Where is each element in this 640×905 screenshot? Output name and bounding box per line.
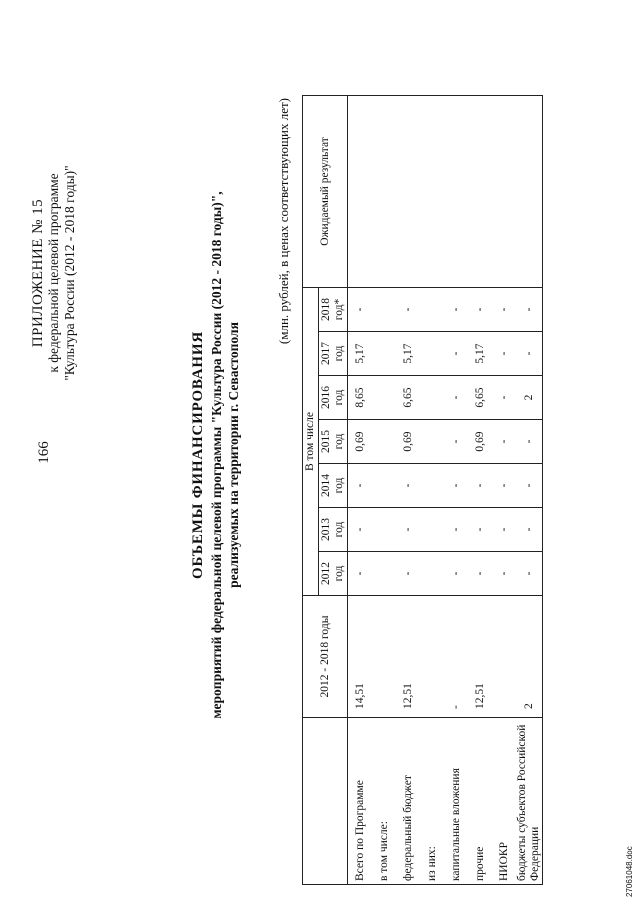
row-value: - [444,464,468,508]
row-value [420,464,444,508]
title-territory: реализуемых на территории г. Севастополя [226,322,241,588]
table-row [396,96,420,885]
appendix-ref: к федеральной целевой программе [46,173,61,373]
row-total [492,596,516,718]
row-value: - [348,508,373,552]
row-label: в том числе: [372,718,396,885]
row-label: НИОКР [492,718,516,885]
row-label: федеральный бюджет [396,718,420,885]
appendix-header [30,108,78,438]
row-value: 0,69 [468,420,492,464]
row-value: - [468,552,492,596]
table-row [372,96,396,885]
row-value: - [492,508,516,552]
row-value: - [492,332,516,376]
row-value: - [516,332,543,376]
row-value: - [516,420,543,464]
row-value: - [396,464,420,508]
row-value: - [444,508,468,552]
row-value [372,552,396,596]
table-row [444,96,468,885]
row-value [372,508,396,552]
header-year: 2013 год [319,508,348,552]
financing-table [302,95,543,885]
row-total: 2 [516,596,543,718]
units-note: (млн. рублей, в ценах соответствующих лет) [276,98,291,345]
row-total: 12,51 [468,596,492,718]
header-year: 2018 год* [319,288,348,332]
row-label: бюджеты субъектов Российской Федерации [516,718,543,885]
row-value: - [444,332,468,376]
header-empty [303,718,348,885]
header-total: 2012 - 2018 годы [303,596,348,718]
row-total: 12,51 [396,596,420,718]
row-result [396,96,420,288]
row-total: - [444,596,468,718]
page-number: 166 [36,441,52,464]
header-year: 2016 год [319,376,348,420]
row-result [516,96,543,288]
row-value: 5,17 [396,332,420,376]
row-result [348,96,373,288]
table-row [516,96,543,885]
row-value: - [492,376,516,420]
row-total [372,596,396,718]
row-label: прочие [468,718,492,885]
row-result [372,96,396,288]
row-label: Всего по Программе [348,718,373,885]
row-result [468,96,492,288]
header-in-that-number: В том числе [303,288,319,596]
row-label: капитальные вложения [444,718,468,885]
row-value: 5,17 [468,332,492,376]
row-total: 14,51 [348,596,373,718]
row-value: - [516,552,543,596]
table-row [348,96,373,885]
row-value: - [396,552,420,596]
row-value: - [492,464,516,508]
row-result [492,96,516,288]
header-year: 2012 год [319,552,348,596]
row-value: 0,69 [348,420,373,464]
header-year: 2014 год [319,464,348,508]
row-value: 8,65 [348,376,373,420]
row-value: - [468,508,492,552]
appendix-number: ПРИЛОЖЕНИЕ № 15 [30,198,46,348]
row-result [444,96,468,288]
row-value [420,552,444,596]
header-year: 2015 год [319,420,348,464]
row-value: - [468,288,492,332]
row-value [372,288,396,332]
row-value: - [348,288,373,332]
row-value [372,464,396,508]
row-value: 5,17 [348,332,373,376]
row-value: - [516,464,543,508]
row-value: 0,69 [396,420,420,464]
row-value: - [444,420,468,464]
row-label: из них: [420,718,444,885]
title-main: ОБЪЕМЫ ФИНАНСИРОВАНИЯ [190,331,206,579]
header-result: Ожидаемый результат [303,96,348,288]
row-value: - [492,420,516,464]
row-value: - [444,288,468,332]
table-row [420,96,444,885]
row-total [420,596,444,718]
row-value [420,508,444,552]
table-row [492,96,516,885]
row-value: - [492,552,516,596]
title-subtitle: мероприятий федеральной целевой программы "Культура России (2012 - 2018 годы)", [209,191,224,719]
row-value: - [516,288,543,332]
row-value [420,332,444,376]
row-value: - [348,552,373,596]
row-value [420,376,444,420]
row-value: - [444,552,468,596]
row-value: - [516,508,543,552]
row-value: - [396,508,420,552]
row-value: - [444,376,468,420]
row-value [420,420,444,464]
row-value [372,332,396,376]
row-value: - [492,288,516,332]
row-value [372,376,396,420]
footer-filename: 27061048.doc [625,846,634,897]
row-value: 6,65 [468,376,492,420]
appendix-program: "Культура России (2012 - 2018 годы)" [62,165,77,381]
table-row [468,96,492,885]
document-title [188,155,242,755]
header-year: 2017 год [319,332,348,376]
row-value: 2 [516,376,543,420]
row-value [372,420,396,464]
row-value: - [396,288,420,332]
row-result [420,96,444,288]
row-value [420,288,444,332]
row-value: - [468,464,492,508]
row-value: - [348,464,373,508]
row-value: 6,65 [396,376,420,420]
